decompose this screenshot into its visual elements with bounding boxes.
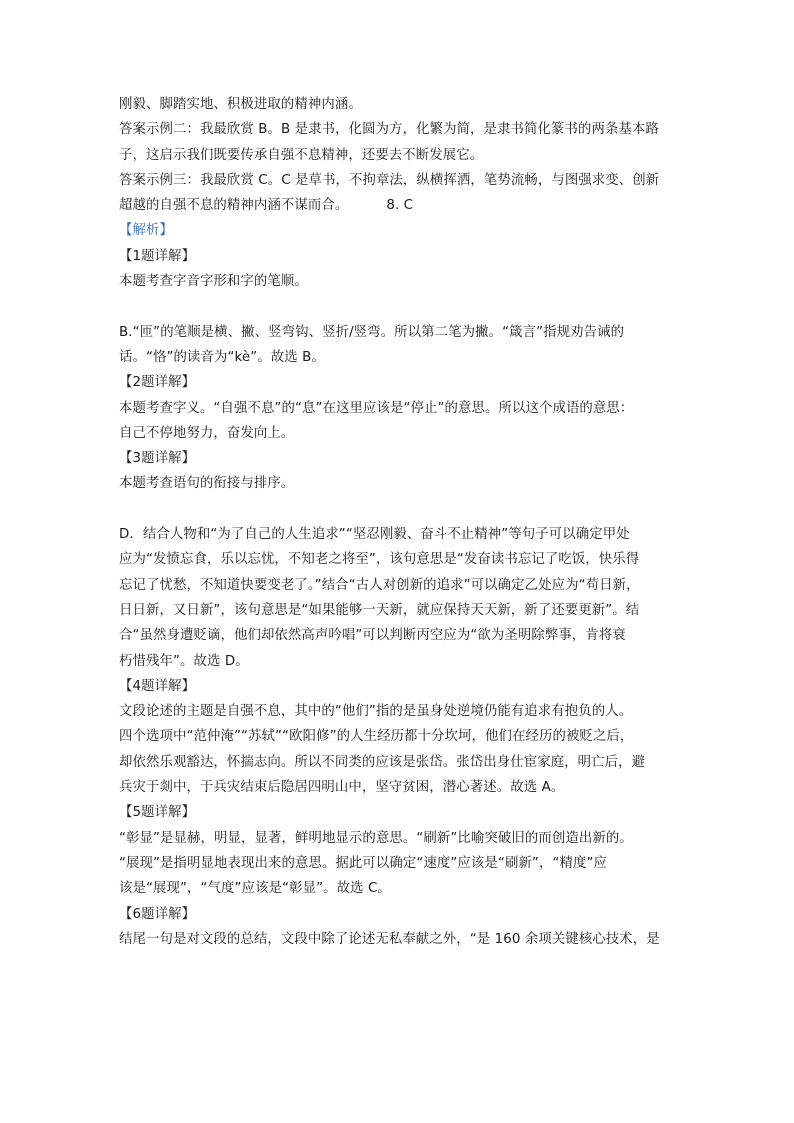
paragraph-line: 兵灾于剡中，于兵灾结束后隐居四明山中，坚守贫困，潜心著述。故选 A。 — [119, 780, 565, 796]
section-heading-q4: 【4题详解】 — [119, 678, 196, 694]
paragraph-line: 应为“发愤忘食，乐以忘忧，不知老之将至”，该句意思是“发奋读书忘记了吃饭，快乐得 — [119, 552, 640, 568]
answer-text-fragment: 超越的自强不息的精神内涵不谋而合。 — [119, 198, 349, 214]
paragraph-line: 文段论述的主题是自强不息，其中的“他们”指的是虽身处逆境仍能有追求有抱负的人。 — [119, 704, 633, 720]
section-heading-q1: 【1题详解】 — [119, 248, 196, 264]
paragraph-line: B.“匝”的笔顺是横、撇、竖弯钩、竖折/竖弯。所以第二笔为撇。“箴言”指规劝告诫的 — [119, 324, 625, 340]
paragraph-line: 却依然乐观豁达，怀揣志向。所以不同类的应该是张岱。张岱出身仕宦家庭，明亡后，避 — [119, 754, 646, 770]
blank-line — [119, 294, 679, 319]
section-heading-q2: 【2题详解】 — [119, 375, 196, 391]
paragraph-line: 朽惜残年”。故选 D。 — [119, 653, 249, 669]
paragraph-line: “展现”是指明显地表现出来的意思。据此可以确定“速度”应该是“刷新”，“精度”应 — [119, 855, 607, 871]
paragraph-line: 忘记了忧愁，不知道快要变老了。”结合“古人对创新的追求”可以确定乙处应为“苟日新， — [119, 577, 640, 593]
paragraph-line: 自己不停地努力，奋发向上。 — [119, 425, 295, 441]
paragraph-line: 结尾一句是对文段的总结，文段中除了论述无私奉献之外，“是 160 余项关键核心技术，是 — [119, 931, 660, 947]
paragraph-line: 本题考查字义。“自强不息”的“息”在这里应该是“停止”的意思。所以这个成语的意思： — [119, 400, 634, 416]
answer-example-3: 答案示例三：我最欣赏 C。C 是草书，不拘章法，纵横挥洒，笔势流畅，与图强求变、创新 — [119, 172, 660, 188]
section-heading-q3: 【3题详解】 — [119, 451, 196, 467]
answer-text-line — [119, 193, 679, 218]
paragraph-line: 本题考查字音字形和字的笔顺。 — [119, 274, 308, 290]
analysis-heading: 【解析】 — [119, 223, 173, 239]
paragraph-line: 四个选项中“范仲淹”“苏轼”“欧阳修”的人生经历都十分坎坷，他们在经历的被贬之后， — [119, 729, 634, 745]
section-heading-q6: 【6题详解】 — [119, 906, 196, 922]
answer-text-line: 刚毅、脚踏实地、积极进取的精神内涵。 — [119, 97, 362, 112]
answer-example-2: 答案示例二：我最欣赏 B。B 是隶书，化圆为方，化繁为简，是隶书简化篆书的两条基本路 — [119, 122, 659, 138]
paragraph-line: 合“虽然身遭贬谪，他们却依然高声吟唱”可以判断丙空应为“欲为圣明除弊事，肯将衰 — [119, 628, 626, 644]
paragraph-line: 该是“展现”，“气度”应该是“彰显”。故选 C。 — [119, 881, 391, 897]
paragraph-line: “彰显”是显赫，明显，显著，鲜明地显示的意思。“刷新”比喻突破旧的而创造出新的。 — [119, 830, 633, 846]
section-heading-q5: 【5题详解】 — [119, 805, 196, 821]
paragraph-line: 话。“恪”的读音为“kè”。故选 B。 — [119, 349, 325, 365]
blank-line — [119, 497, 679, 522]
document-page — [119, 92, 679, 952]
paragraph-line: 本题考查语句的衔接与排序。 — [119, 476, 295, 492]
answer-text-line: 子，这启示我们既要传承自强不息精神，还要去不断发展它。 — [119, 147, 484, 163]
answer-8: 8. C — [386, 198, 414, 214]
paragraph-line: 日日新，又日新”，该句意思是“如果能够一天新，就应保持天天新，新了还要更新”。结 — [119, 602, 640, 618]
paragraph-line: D．结合人物和“为了自己的人生追求”“坚忍刚毅、奋斗不止精神”等句子可以确定甲处 — [119, 527, 630, 543]
